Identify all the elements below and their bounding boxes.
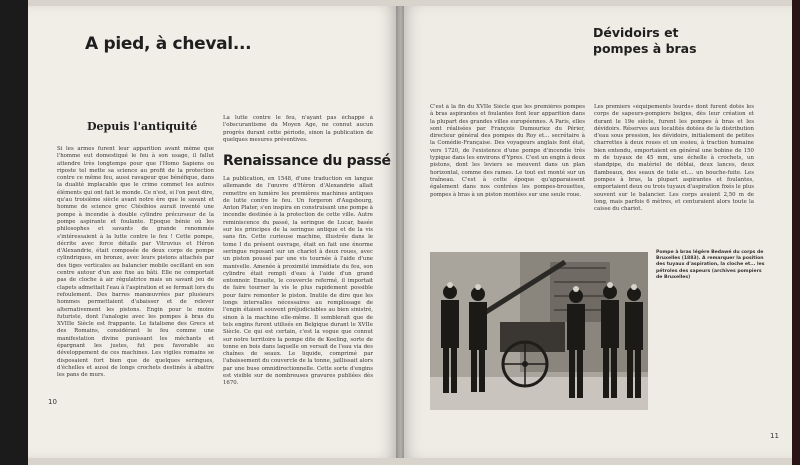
section-heading-antiquite: Depuis l'antiquité [87,120,198,133]
photo-caption: Pompe à bras légère Bedawé du corps de Bruxelles (1883). A remarquer la position des tuyaux d'aspiration, la cloche et... les pétroles des sapeurs (archives pompiers de Bruxelles) [656,250,765,280]
book-gutter [396,6,404,458]
page-number-left: 10 [48,398,57,406]
section-heading-renaissance: Renaissance du passé [223,153,391,169]
left-column-2-text: La publication, en 1548, d'une traduction en langue allemande de l'œuvre d'Héron d'Alexandrie allait remettre en lumière les premières machines antiques de lutte contre le feu. Un forgeron d'Augsbourg, Anton Plater, s'en inspira en construisant une pompe à incendie destinée à la protection de cette ville. Autre reminiscence du passé, la seringue de Lucar, basée sur les principes de la seringue antique et de la vis sans fin. Cette curieuse machine, illustrée dans le tome I du présent ouvrage, était en fait une énorme seringue reposant sur un chariot à deux roues, avec un piston poussé par une vis tournée à l'aide d'une manivelle. Amenée à proximité immédiate du feu, son cylindre était rempli d'eau à l'aide d'un grand entonnoir. Ensuite, le couvercle refermé, il importait de faire tourner la vis le plus rapidement possible pour faire remonter le piston. Inutile de dire que les longs intervalles nécessaires au remplissage de l'engin étaient souvent préjudiciables au bien sinistré, sinon à la machine elle-même. Il semblerait que de tels engins furent utilisés en Belgique durant le XVIIe Siècle. Ce qui est certain, c'est la vogue que connut sur notre territoire la pompe dite de Keeling, sorte de tonne en bois dans laquelle on versait de l'eau via des chaînes de seaux. Le liquide, comprimé par l'abaissement du couvercle de la tonne, jaillissait alors par une buse omnidirectionnelle. Cette sorte d'engins est visible sur de nombreuses gravures publiées dès 1670. [223,176,373,387]
book-cover-left-edge [0,0,28,465]
right-column-1-text: C'est à la fin du XVIIe Siècle que les premières pompes à bras aspirantes et foulantes font leur apparition dans la plupart des grandes villes européennes. A Paris, elles sont réalisées par François Dumouriez du Périer, directeur général des pompes du Roy et... secrétaire à la Comédie-Française. Des voyageurs anglais font état, vers 1720, de l'existence d'une pompe d'incendie très typique dans les environs d'Ypres. C'est un engin à deux pistons, dont les leviers se meuvent dans un plan horizontal, comme des rames. Le tout est monté sur un traîneau. C'est à cette époque qu'apparaissent également dans nos contrées les pompes-brouettes, pompes à bras à un piston montées sur une seule roue. [430,104,585,198]
right-page-title-line1: Dévidoirs et [593,25,679,40]
left-page-title: A pied, à cheval... [85,34,252,54]
right-column-2-text: Les premiers «équipements lourds» dont furent dotés les corps de sapeurs-pompiers belges, dès leur création et durant le 19e siècle, furent les pompes à bras et les dévidoirs. Réserves aux localités dotées de la distribution d'eau sous pression, les dévidoirs, initialement de petites charrettes à deux roues et un essieu, à traction humaine bien entendu, emportaient en général une bobine de 150 m de tuyaux de 45 mm, une échelle à crochets, un standpipe, du matériel de déblai, deux lances, deux flambeaux, des seaux de toile et.... un bouche-fuite. Les pompes à bras, la plupart aspirantes et foulantes, emportaient deux ou trois tuyaux d'aspiration fixés le plus souvent sur le balancier. Les corps avaient 2,50 m de long, mais parfois 6 mètres, et centuraient alors toute la caisse du chariot. [594,104,754,213]
book-cover-right-edge [792,0,800,465]
left-column-2-intro-text: La lutte contre le feu, n'ayant pas échappé à l'obscurantisme du Moyen Age, ne connut aucun progrès durant cette période, sinon la publication de quelques mesures préventives. [223,115,373,143]
right-page-title-line2: pompes à bras [593,41,697,56]
fire-pump-photo [430,252,648,410]
left-column-1-text: Si les armes furent leur apparition avant même que l'homme eut domestiqué le feu à son usage, il fallut attendre très longtemps pour que l'Homo Sapiens ou riposte tel mette sa science au profit de la protection contre ce même feu, aussi ravageur que bénéfique, dans la dualité implacable que le crime commet les autres éléments qui ont fait le monde. Ce n'est, si l'on peut dire, qu'au troisième siècle avant notre ère que le savant et homme de science grec Ctésibios aurait inventé une pompe à incendie à double cylindre précurseur de la pompe aspirante et foulante. Epoque bénie où les philosophes et savants de grande renommée s'intéressaient à la lutte contre le feu ! Cette pompe, décrite avec force détails par Vitruvius et Héron d'Alexandrie, était composée de deux corps de pompe cylindriques, en bronze, avec leurs pistons attachés par des tiges verticales au balancier mobile oscillant en son centre autour d'un axe fixe au bâti. Elle ne comportait pas de cloche à air régulatrice mais un savant jeu de clapets admettait l'eau à l'aspiration et se fermait lors du refoulement. Des barres manœuvrées par plusieurs hommes permettaient d'abaisser et de relever alternativement les pistons. Engin pour le moins futuriste, dont l'analogie avec les pompes à bras du XVIIIe Siècle est frappante. Le fatalisme des Grecs et des Romains, considérant le feu comme une manifestation divine punissant les méchants et épargnant les justes, fut peu favorable au développement de ces machines. Les vigiles romains se disposaient fort bien que de quelques seringues, d'échelles et aussi de longs crochets destinés à abattre les pans de murs. [57,146,214,379]
page-number-right: 11 [770,432,779,440]
